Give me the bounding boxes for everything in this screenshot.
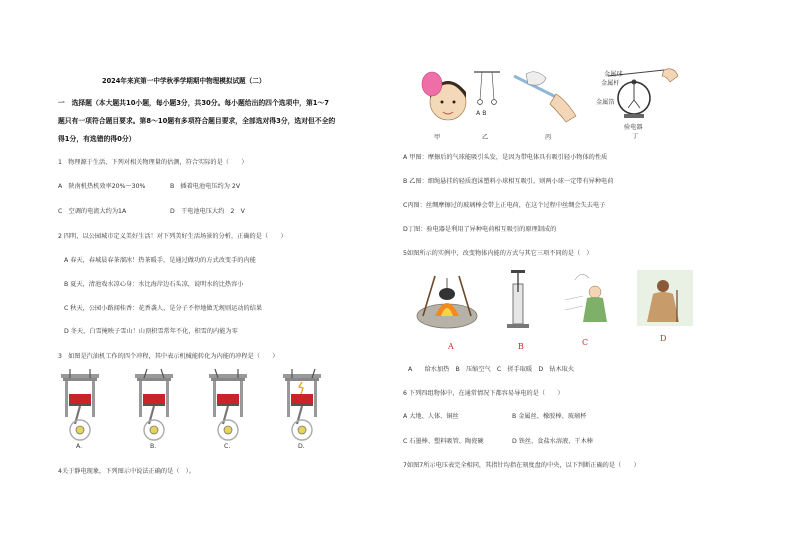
q4-option-b: B 乙图：细绳悬挂的轻质泡沫塑料小球相互吸引，则两小球一定带有异种电荷 — [403, 178, 614, 185]
q2-stem: 2 四明，以公园城市定义美好生活！对下列美好生活场景的分析，正确的是（ ） — [58, 233, 287, 240]
engine-b — [135, 369, 173, 440]
section-heading-line3: 得1分，有选错的得0分） — [58, 135, 136, 143]
q1-option-c: C 空调的电流大约为1A — [58, 208, 127, 215]
q6-stem: 6 下列四组物体中，在通常情况下都容易导电的是（ ） — [403, 390, 564, 397]
q6-option-b: B 金属丝、橡胶棒、玻璃杯 — [512, 413, 587, 420]
q1-option-d: D 干电池电压大约 2 V — [170, 208, 245, 215]
q6-option-d: D 铁丝、食盐水溶液、干木棒 — [512, 438, 593, 445]
static-electricity-figures — [408, 68, 698, 130]
q5-stem: 5如图所示的实例中，改变物体内能的方式与其它三项不同的是（ ） — [403, 250, 593, 257]
engine-stroke-diagrams — [55, 372, 355, 452]
internal-energy-figures — [415, 270, 705, 340]
rod-silk-figure — [514, 72, 576, 122]
q1-stem: 1 物理源于生活，下列对相关物理量的估测，符合实际的是（ ） — [58, 159, 248, 166]
section-heading-line1: 一 选择题（本大题共10小题，每小题3分，共30分。每小题给出的四个选项中，第1～7 — [58, 99, 329, 107]
q4-option-a: A 甲图：摩擦后的气球能吸引头发，是因为带电体具有吸引轻小物体的性质 — [403, 154, 608, 161]
q3-stem: 3 如图是汽油机工作的四个冲程，其中表示机械能转化为内能的冲程是（ ） — [58, 353, 279, 360]
campfire-kettle-figure — [417, 276, 477, 328]
energy-label-a: A — [448, 342, 454, 351]
q2-option-d: D 冬天，白雪掩映子雪山！山顶积雪常年不化，积雪的内能为零 — [64, 328, 238, 335]
q2-option-a: A 春天，春城晨春茶溜冰！热茶暖手，是通过做功的方式改变手的内能 — [64, 257, 256, 264]
q2-option-c: C 秋天，公园小路闻桂香：花香袭人，是分子不停地做无规则运动的结果 — [64, 305, 263, 312]
static-fig-label-jia: 甲 — [434, 134, 441, 141]
air-compressor-figure — [507, 270, 529, 328]
engine-d — [283, 369, 321, 440]
drilling-wood-figure — [637, 270, 693, 326]
engine-c — [209, 369, 247, 440]
engine-label-d: D. — [298, 443, 305, 450]
girl-balloon-figure — [422, 72, 466, 120]
energy-label-d: D — [660, 334, 667, 343]
energy-label-b: B — [518, 342, 524, 351]
q1-option-a: A 陕南机热机效率20%～30% — [58, 183, 146, 190]
static-fig-metal-rod: 金属杆 — [601, 80, 620, 87]
rubbing-hands-figure — [565, 274, 607, 322]
engine-label-a: A. — [76, 443, 83, 450]
static-fig-label-ding: 丁 — [632, 133, 639, 140]
static-fig-metal-ball: 金属球 — [604, 71, 623, 78]
section-heading-line2: 题只有一项符合题目要求。第8～10题有多项符合题目要求，全部选对得3分，选对但不全的 — [58, 117, 336, 125]
q4-option-d: D丁图：验电器是利用了异种电荷相互吸引的原理制成的 — [403, 226, 557, 233]
q4-stem: 4关于静电现象，下列图示中说法正确的是（ ）。 — [58, 468, 195, 475]
q7-stem: 7如图7所示电压表完全相同，其指针均指在刻度盘的中央，以下判断正确的是（ ） — [403, 462, 640, 469]
static-fig-label-yi: 乙 — [482, 134, 489, 141]
static-fig-metal-foil: 金属箔 — [596, 99, 615, 106]
static-fig-ab: A B — [476, 110, 487, 117]
q5-options: A 给水加热 B 压缩空气 C 搓手取暖 D 钻木取火 — [408, 366, 575, 373]
pith-balls-figure — [474, 72, 500, 104]
q4-option-c: C丙图：丝绸摩擦过的玻璃棒会带上正电荷，在这个过程中丝绸会失去电子 — [403, 202, 606, 209]
q6-option-c: C 石墨棒、塑料吸管、陶瓷碗 — [403, 438, 484, 445]
static-fig-label-bing: 丙 — [545, 134, 552, 141]
page-title: 2024年来宾第一中学秋季学期期中物理模拟试题（二） — [102, 77, 266, 85]
q1-option-b: B 插着电池电压约为 2V — [170, 183, 241, 190]
q6-option-a: A 大地、人体、铜丝 — [403, 413, 459, 420]
engine-a — [61, 369, 99, 440]
energy-label-c: C — [582, 338, 589, 347]
q2-option-b: B 夏天，清池戏水凉心身：水比海岸边石头凉，说明水的比热容小 — [64, 281, 244, 288]
engine-label-b: B. — [150, 443, 157, 450]
static-fig-electroscope: 验电器 — [624, 124, 643, 131]
engine-label-c: C. — [224, 443, 231, 450]
